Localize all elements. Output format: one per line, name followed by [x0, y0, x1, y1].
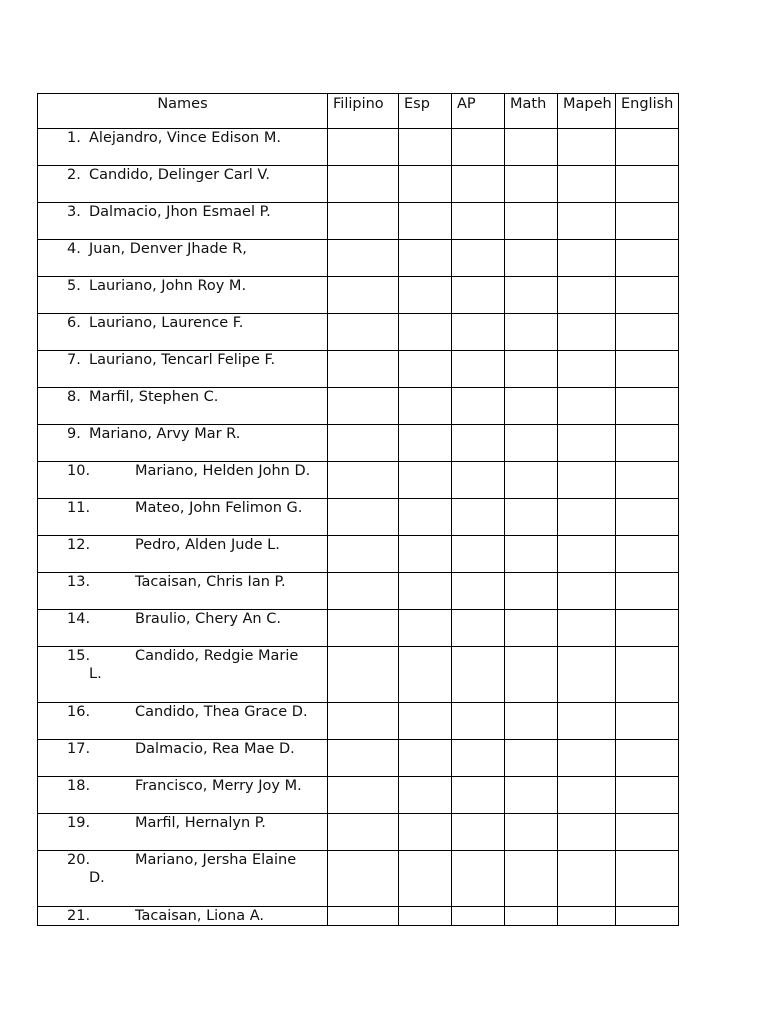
grade-cell[interactable] [558, 277, 616, 314]
grade-cell[interactable] [328, 240, 399, 277]
grade-cell[interactable] [558, 703, 616, 740]
student-name-cell [38, 851, 328, 907]
grade-cell[interactable] [616, 351, 679, 388]
grade-cell[interactable] [399, 388, 452, 425]
grade-cell[interactable] [399, 907, 452, 926]
grade-cell[interactable] [399, 703, 452, 740]
grade-cell[interactable] [399, 647, 452, 703]
grade-cell[interactable] [328, 647, 399, 703]
grade-cell[interactable] [452, 703, 505, 740]
row-number: 17. [67, 741, 91, 757]
grade-cell[interactable] [616, 814, 679, 851]
row-number: 15. [67, 648, 91, 664]
student-name: Candido, Thea Grace D. [135, 704, 308, 720]
grade-cell[interactable] [505, 240, 558, 277]
student-name: Tacaisan, Liona A. [135, 908, 265, 924]
grade-cell[interactable] [505, 907, 558, 926]
student-name: Braulio, Chery An C. [135, 611, 281, 627]
student-name-cell [38, 777, 328, 814]
grade-cell[interactable] [505, 462, 558, 499]
grade-cell[interactable] [328, 277, 399, 314]
table-row [38, 851, 679, 907]
grade-cell[interactable] [399, 499, 452, 536]
table-row [38, 777, 679, 814]
grade-cell[interactable] [452, 647, 505, 703]
grade-cell[interactable] [328, 907, 399, 926]
row-number: 21. [67, 908, 91, 924]
grade-cell[interactable] [505, 777, 558, 814]
grade-cell[interactable] [616, 203, 679, 240]
grade-cell[interactable] [452, 907, 505, 926]
grade-cell[interactable] [452, 166, 505, 203]
grade-cell[interactable] [399, 740, 452, 777]
header-esp: Esp [399, 94, 452, 129]
grade-cell[interactable] [558, 388, 616, 425]
grade-cell[interactable] [558, 851, 616, 907]
grade-cell[interactable] [616, 703, 679, 740]
header-mapeh: Mapeh [558, 94, 616, 129]
grade-cell[interactable] [399, 277, 452, 314]
header-row [38, 94, 679, 129]
row-number: 14. [67, 611, 91, 627]
grades-table [37, 93, 679, 926]
student-name: Tacaisan, Chris Ian P. [135, 574, 286, 590]
row-number: 12. [67, 537, 91, 553]
table-row [38, 166, 679, 203]
grade-cell[interactable] [616, 907, 679, 926]
grade-cell[interactable] [328, 203, 399, 240]
student-name: Mateo, John Felimon G. [135, 500, 303, 516]
student-name: Lauriano, Tencarl Felipe F. [89, 352, 276, 368]
grade-cell[interactable] [452, 851, 505, 907]
grade-cell[interactable] [452, 462, 505, 499]
grade-cell[interactable] [616, 851, 679, 907]
table-row [38, 314, 679, 351]
grade-cell[interactable] [616, 462, 679, 499]
header-english: English [616, 94, 679, 129]
grade-cell[interactable] [558, 462, 616, 499]
grade-cell[interactable] [505, 851, 558, 907]
student-name-cell [38, 277, 328, 314]
grade-cell[interactable] [328, 851, 399, 907]
student-name: Pedro, Alden Jude L. [135, 537, 280, 553]
grade-cell[interactable] [505, 351, 558, 388]
grade-cell[interactable] [558, 647, 616, 703]
grade-cell[interactable] [505, 499, 558, 536]
student-name-cell [38, 388, 328, 425]
grade-cell[interactable] [505, 703, 558, 740]
table-body [38, 129, 679, 926]
grade-cell[interactable] [452, 240, 505, 277]
table-row [38, 462, 679, 499]
grade-cell[interactable] [558, 814, 616, 851]
grade-cell[interactable] [505, 647, 558, 703]
student-name: Francisco, Merry Joy M. [135, 778, 302, 794]
grade-cell[interactable] [328, 703, 399, 740]
table-row [38, 647, 679, 703]
grade-cell[interactable] [505, 740, 558, 777]
grade-cell[interactable] [616, 314, 679, 351]
row-number: 16. [67, 704, 91, 720]
grade-cell[interactable] [328, 166, 399, 203]
student-name: Candido, Redgie Marie [135, 648, 299, 664]
grade-cell[interactable] [452, 573, 505, 610]
student-name: Marfil, Hernalyn P. [135, 815, 266, 831]
student-name: Dalmacio, Jhon Esmael P. [89, 204, 271, 220]
grade-cell[interactable] [616, 499, 679, 536]
grade-cell[interactable] [399, 536, 452, 573]
row-number: 2. [67, 167, 81, 183]
student-name: Alejandro, Vince Edison M. [89, 130, 281, 146]
student-name-cell [38, 425, 328, 462]
grade-cell[interactable] [558, 740, 616, 777]
header-math: Math [505, 94, 558, 129]
grade-cell[interactable] [328, 573, 399, 610]
grade-cell[interactable] [452, 740, 505, 777]
student-name-cell [38, 314, 328, 351]
table-row [38, 814, 679, 851]
grade-cell[interactable] [328, 777, 399, 814]
grade-cell[interactable] [558, 425, 616, 462]
grade-cell[interactable] [452, 129, 505, 166]
table-row [38, 703, 679, 740]
grade-cell[interactable] [616, 240, 679, 277]
row-number: 20. [67, 852, 91, 868]
grade-cell[interactable] [399, 166, 452, 203]
grade-cell[interactable] [558, 129, 616, 166]
student-name-cell [38, 203, 328, 240]
student-name-cell [38, 703, 328, 740]
grade-cell[interactable] [558, 203, 616, 240]
row-number: 1. [67, 130, 81, 146]
row-number: 8. [67, 389, 81, 405]
grade-cell[interactable] [616, 610, 679, 647]
header-names: Names [38, 94, 328, 129]
grade-cell[interactable] [399, 240, 452, 277]
student-name-cell [38, 907, 328, 926]
grade-cell[interactable] [558, 777, 616, 814]
grade-cell[interactable] [399, 814, 452, 851]
grade-cell[interactable] [452, 314, 505, 351]
table-row [38, 907, 679, 926]
grade-cell[interactable] [452, 351, 505, 388]
student-name-cell [38, 814, 328, 851]
student-name-cell [38, 647, 328, 703]
grade-cell[interactable] [328, 740, 399, 777]
grade-cell[interactable] [328, 129, 399, 166]
grade-cell[interactable] [558, 314, 616, 351]
grade-cell[interactable] [558, 573, 616, 610]
grade-cell[interactable] [505, 388, 558, 425]
grade-cell[interactable] [616, 277, 679, 314]
grade-cell[interactable] [399, 462, 452, 499]
grade-cell[interactable] [616, 129, 679, 166]
grade-cell[interactable] [558, 907, 616, 926]
grade-cell[interactable] [505, 277, 558, 314]
row-number: 3. [67, 204, 81, 220]
student-name-cell [38, 499, 328, 536]
header-ap: AP [452, 94, 505, 129]
row-number: 9. [67, 426, 81, 442]
grade-cell[interactable] [399, 314, 452, 351]
grade-cell[interactable] [558, 610, 616, 647]
grade-cell[interactable] [505, 203, 558, 240]
table-row [38, 610, 679, 647]
student-name: Candido, Delinger Carl V. [89, 167, 271, 183]
grade-cell[interactable] [558, 240, 616, 277]
grade-cell[interactable] [452, 499, 505, 536]
grade-cell[interactable] [616, 573, 679, 610]
grade-cell[interactable] [328, 314, 399, 351]
student-name: Mariano, Arvy Mar R. [89, 426, 241, 442]
grade-cell[interactable] [616, 388, 679, 425]
table-row [38, 351, 679, 388]
grade-cell[interactable] [399, 851, 452, 907]
grade-cell[interactable] [399, 129, 452, 166]
student-name-cell [38, 462, 328, 499]
student-name-cell [38, 573, 328, 610]
student-name: Mariano, Jersha Elaine [135, 852, 297, 868]
student-name-continued: L. [89, 666, 102, 682]
student-name-cell [38, 129, 328, 166]
table-row [38, 388, 679, 425]
row-number: 7. [67, 352, 81, 368]
row-number: 4. [67, 241, 81, 257]
grade-cell[interactable] [558, 351, 616, 388]
grade-cell[interactable] [452, 277, 505, 314]
grade-cell[interactable] [505, 425, 558, 462]
grade-cell[interactable] [399, 777, 452, 814]
student-name: Mariano, Helden John D. [135, 463, 311, 479]
grade-cell[interactable] [616, 647, 679, 703]
table-row [38, 425, 679, 462]
table-row [38, 536, 679, 573]
grade-cell[interactable] [505, 610, 558, 647]
row-number: 11. [67, 500, 91, 516]
student-name: Dalmacio, Rea Mae D. [135, 741, 295, 757]
grade-cell[interactable] [505, 314, 558, 351]
student-name-cell [38, 536, 328, 573]
student-name-cell [38, 351, 328, 388]
row-number: 13. [67, 574, 91, 590]
student-name-cell [38, 240, 328, 277]
grade-cell[interactable] [616, 425, 679, 462]
row-number: 19. [67, 815, 91, 831]
grade-cell[interactable] [505, 129, 558, 166]
grade-cell[interactable] [616, 166, 679, 203]
grade-cell[interactable] [505, 166, 558, 203]
grade-cell[interactable] [328, 814, 399, 851]
grade-cell[interactable] [328, 536, 399, 573]
grade-cell[interactable] [616, 777, 679, 814]
row-number: 18. [67, 778, 91, 794]
grade-cell[interactable] [616, 536, 679, 573]
grade-cell[interactable] [399, 425, 452, 462]
grade-cell[interactable] [399, 610, 452, 647]
table-row [38, 203, 679, 240]
grade-cell[interactable] [328, 425, 399, 462]
student-name-cell [38, 166, 328, 203]
table-row [38, 129, 679, 166]
grade-cell[interactable] [558, 166, 616, 203]
grade-cell[interactable] [328, 388, 399, 425]
grade-cell[interactable] [399, 203, 452, 240]
student-name-cell [38, 610, 328, 647]
grade-cell[interactable] [452, 388, 505, 425]
row-number: 6. [67, 315, 81, 331]
grade-cell[interactable] [399, 573, 452, 610]
grade-cell[interactable] [558, 499, 616, 536]
grade-cell[interactable] [452, 610, 505, 647]
grade-cell[interactable] [452, 425, 505, 462]
student-name-cell [38, 740, 328, 777]
table-row [38, 277, 679, 314]
grade-cell[interactable] [399, 351, 452, 388]
student-name: Marfil, Stephen C. [89, 389, 219, 405]
grade-cell[interactable] [328, 499, 399, 536]
grade-cell[interactable] [505, 814, 558, 851]
table-row [38, 740, 679, 777]
table-row [38, 573, 679, 610]
grade-cell[interactable] [505, 573, 558, 610]
grade-cell[interactable] [558, 536, 616, 573]
table-row [38, 240, 679, 277]
grade-cell[interactable] [452, 536, 505, 573]
student-name: Lauriano, Laurence F. [89, 315, 244, 331]
grade-cell[interactable] [452, 814, 505, 851]
grade-cell[interactable] [452, 203, 505, 240]
student-name: Lauriano, John Roy M. [89, 278, 247, 294]
row-number: 10. [67, 463, 91, 479]
row-number: 5. [67, 278, 81, 294]
grade-cell[interactable] [505, 536, 558, 573]
grade-cell[interactable] [328, 351, 399, 388]
grade-cell[interactable] [452, 777, 505, 814]
student-name: Juan, Denver Jhade R, [89, 241, 247, 257]
table-row [38, 499, 679, 536]
grade-cell[interactable] [328, 462, 399, 499]
grade-cell[interactable] [328, 610, 399, 647]
grade-cell[interactable] [616, 740, 679, 777]
student-name-continued: D. [89, 870, 105, 886]
header-filipino: Filipino [328, 94, 399, 129]
